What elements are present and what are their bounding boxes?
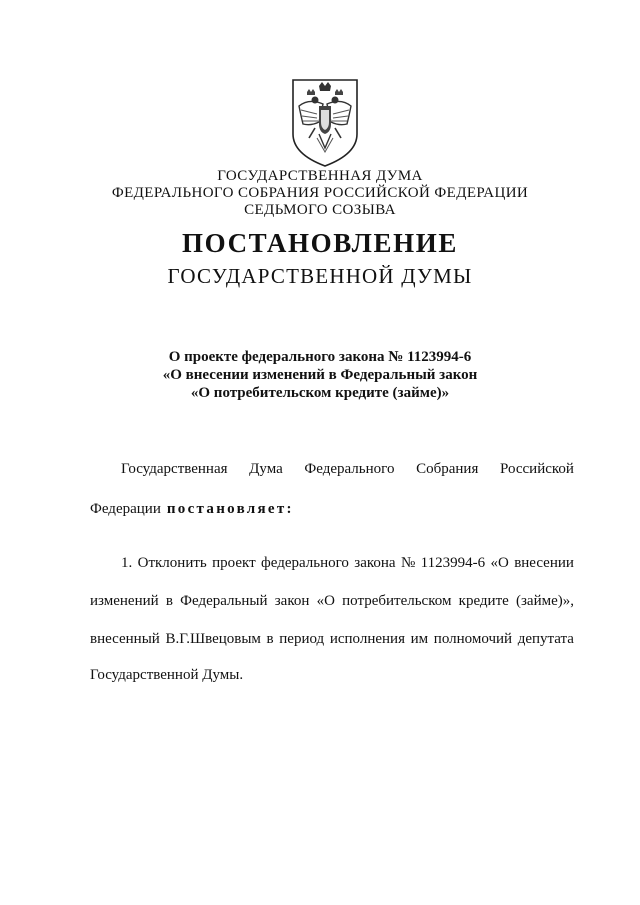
word: им (410, 631, 429, 647)
paragraph2-line1 (121, 554, 574, 572)
word: проект (212, 555, 256, 571)
word: в (266, 631, 274, 647)
paragraph2-line2 (90, 592, 574, 610)
subject-line-1: О проекте федерального закона № 1123994-6 (168, 349, 472, 365)
word: № (400, 555, 416, 571)
header-line-2: ФЕДЕРАЛЬНОГО СОБРАНИЯ РОССИЙСКОЙ ФЕДЕРАЦИИ (111, 185, 529, 201)
word: Дума (249, 461, 283, 477)
word: период (279, 631, 325, 647)
word: в (165, 593, 173, 609)
word: федерального (261, 555, 349, 571)
header-line-3: СЕДЬМОГО СОЗЫВА (244, 202, 396, 218)
paragraph1-line1 (121, 460, 574, 478)
word: полномочий (433, 631, 513, 647)
word: Государственная (121, 461, 228, 477)
word: «О (490, 555, 509, 571)
word: Собрания (416, 461, 479, 477)
word: (займе)», (515, 593, 574, 609)
subject-line-2: «О внесении изменений в Федеральный закон (162, 367, 478, 383)
header-line-1: ГОСУДАРСТВЕННАЯ ДУМА (217, 168, 423, 184)
document-type-subtitle: ГОСУДАРСТВЕННОЙ ДУМЫ (167, 264, 473, 288)
word: Федерации (90, 501, 161, 517)
word: исполнения (329, 631, 405, 647)
document-type-title: ПОСТАНОВЛЕНИЕ (182, 228, 458, 258)
word: В.Г.Швецовым (165, 631, 261, 647)
word: изменений (90, 593, 159, 609)
paragraph1-line2 (90, 500, 574, 518)
word: «О (316, 593, 335, 609)
word: Федерального (304, 461, 395, 477)
word: Российской (500, 461, 574, 477)
word: закон (274, 593, 310, 609)
word: Федеральный (180, 593, 268, 609)
word: 1. (121, 555, 133, 571)
paragraph2-line3 (90, 630, 574, 648)
subject-line-3: «О потребительском кредите (займе)» (190, 385, 450, 401)
word: кредите (458, 593, 509, 609)
word: внесении (514, 555, 574, 571)
word: Отклонить (137, 555, 207, 571)
word: закона (354, 555, 396, 571)
word: внесенный (90, 631, 160, 647)
word: потребительском (342, 593, 452, 609)
word: депутата (517, 631, 574, 647)
paragraph2-line4: Государственной Думы. (90, 667, 244, 683)
word: 1123994-6 (420, 555, 486, 571)
coat-of-arms-emblem (289, 76, 361, 168)
resolution-verb: постановляет: (166, 501, 294, 517)
